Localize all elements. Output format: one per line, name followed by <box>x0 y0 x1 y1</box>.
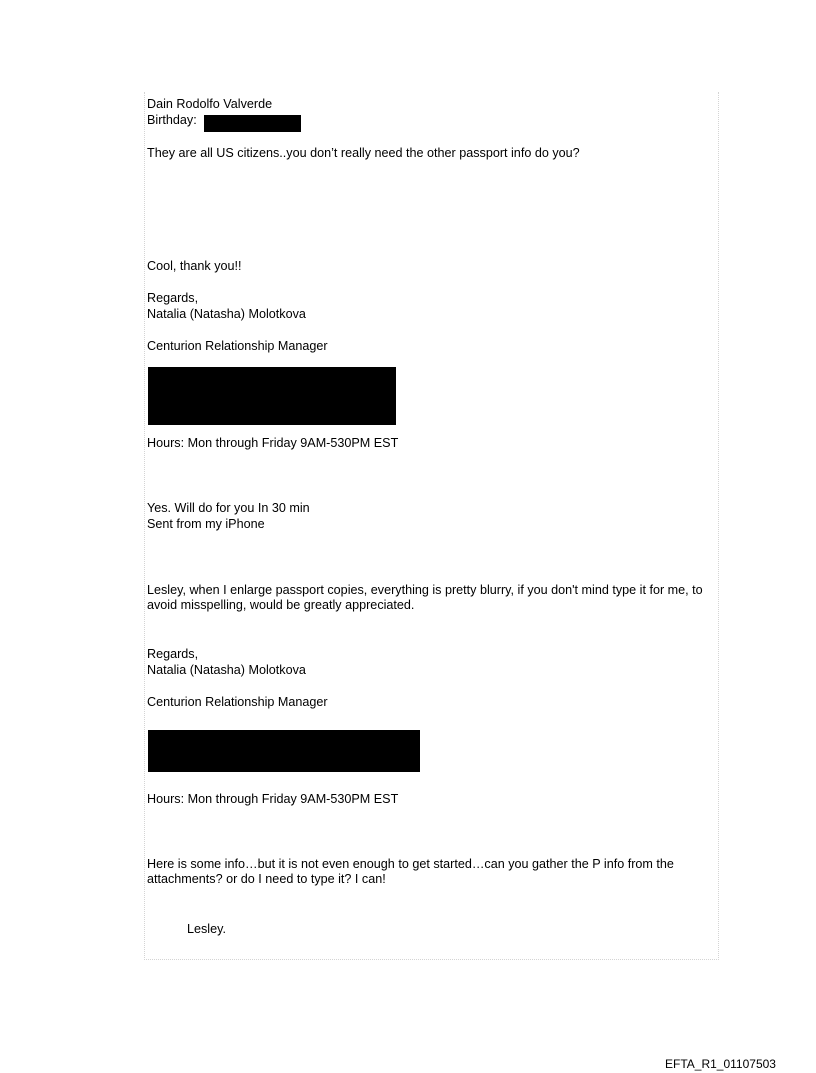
signature-2-regards: Regards, <box>147 647 199 661</box>
signature-1-title: Centurion Relationship Manager <box>147 339 328 353</box>
birthday-label: Birthday: <box>147 113 197 127</box>
bates-number: EFTA_R1_01107503 <box>665 1057 776 1071</box>
sender-signoff: Lesley. <box>187 922 226 936</box>
initial-message: Here is some info…but it is not even enough to get started…can you gather the P info from the attachments? or do I need to type it? I can! <box>147 857 674 886</box>
signature-2-hours: Hours: Mon through Friday 9AM-530PM EST <box>147 792 399 806</box>
reply-thanks: Cool, thank you!! <box>147 259 242 273</box>
redaction-box-birthday <box>204 115 301 132</box>
citizenship-note: They are all US citizens..you don’t really need the other passport info do you? <box>147 146 580 160</box>
signature-2-title: Centurion Relationship Manager <box>147 695 328 709</box>
redaction-box-contact-2 <box>148 730 420 772</box>
reply-will-do: Yes. Will do for you In 30 min <box>147 501 310 515</box>
request-message: Lesley, when I enlarge passport copies, everything is pretty blurry, if you don't mind type it for me, to avoid misspelling, would be greatly appreciated. <box>147 583 703 612</box>
signature-1-hours: Hours: Mon through Friday 9AM-530PM EST <box>147 436 399 450</box>
signature-1-name: Natalia (Natasha) Molotkova <box>147 307 306 321</box>
redaction-box-contact-1 <box>148 367 396 425</box>
signature-2-name: Natalia (Natasha) Molotkova <box>147 663 306 677</box>
traveler-name: Dain Rodolfo Valverde <box>147 97 273 111</box>
sent-from-line: Sent from my iPhone <box>147 517 265 531</box>
signature-1-regards: Regards, <box>147 291 199 305</box>
